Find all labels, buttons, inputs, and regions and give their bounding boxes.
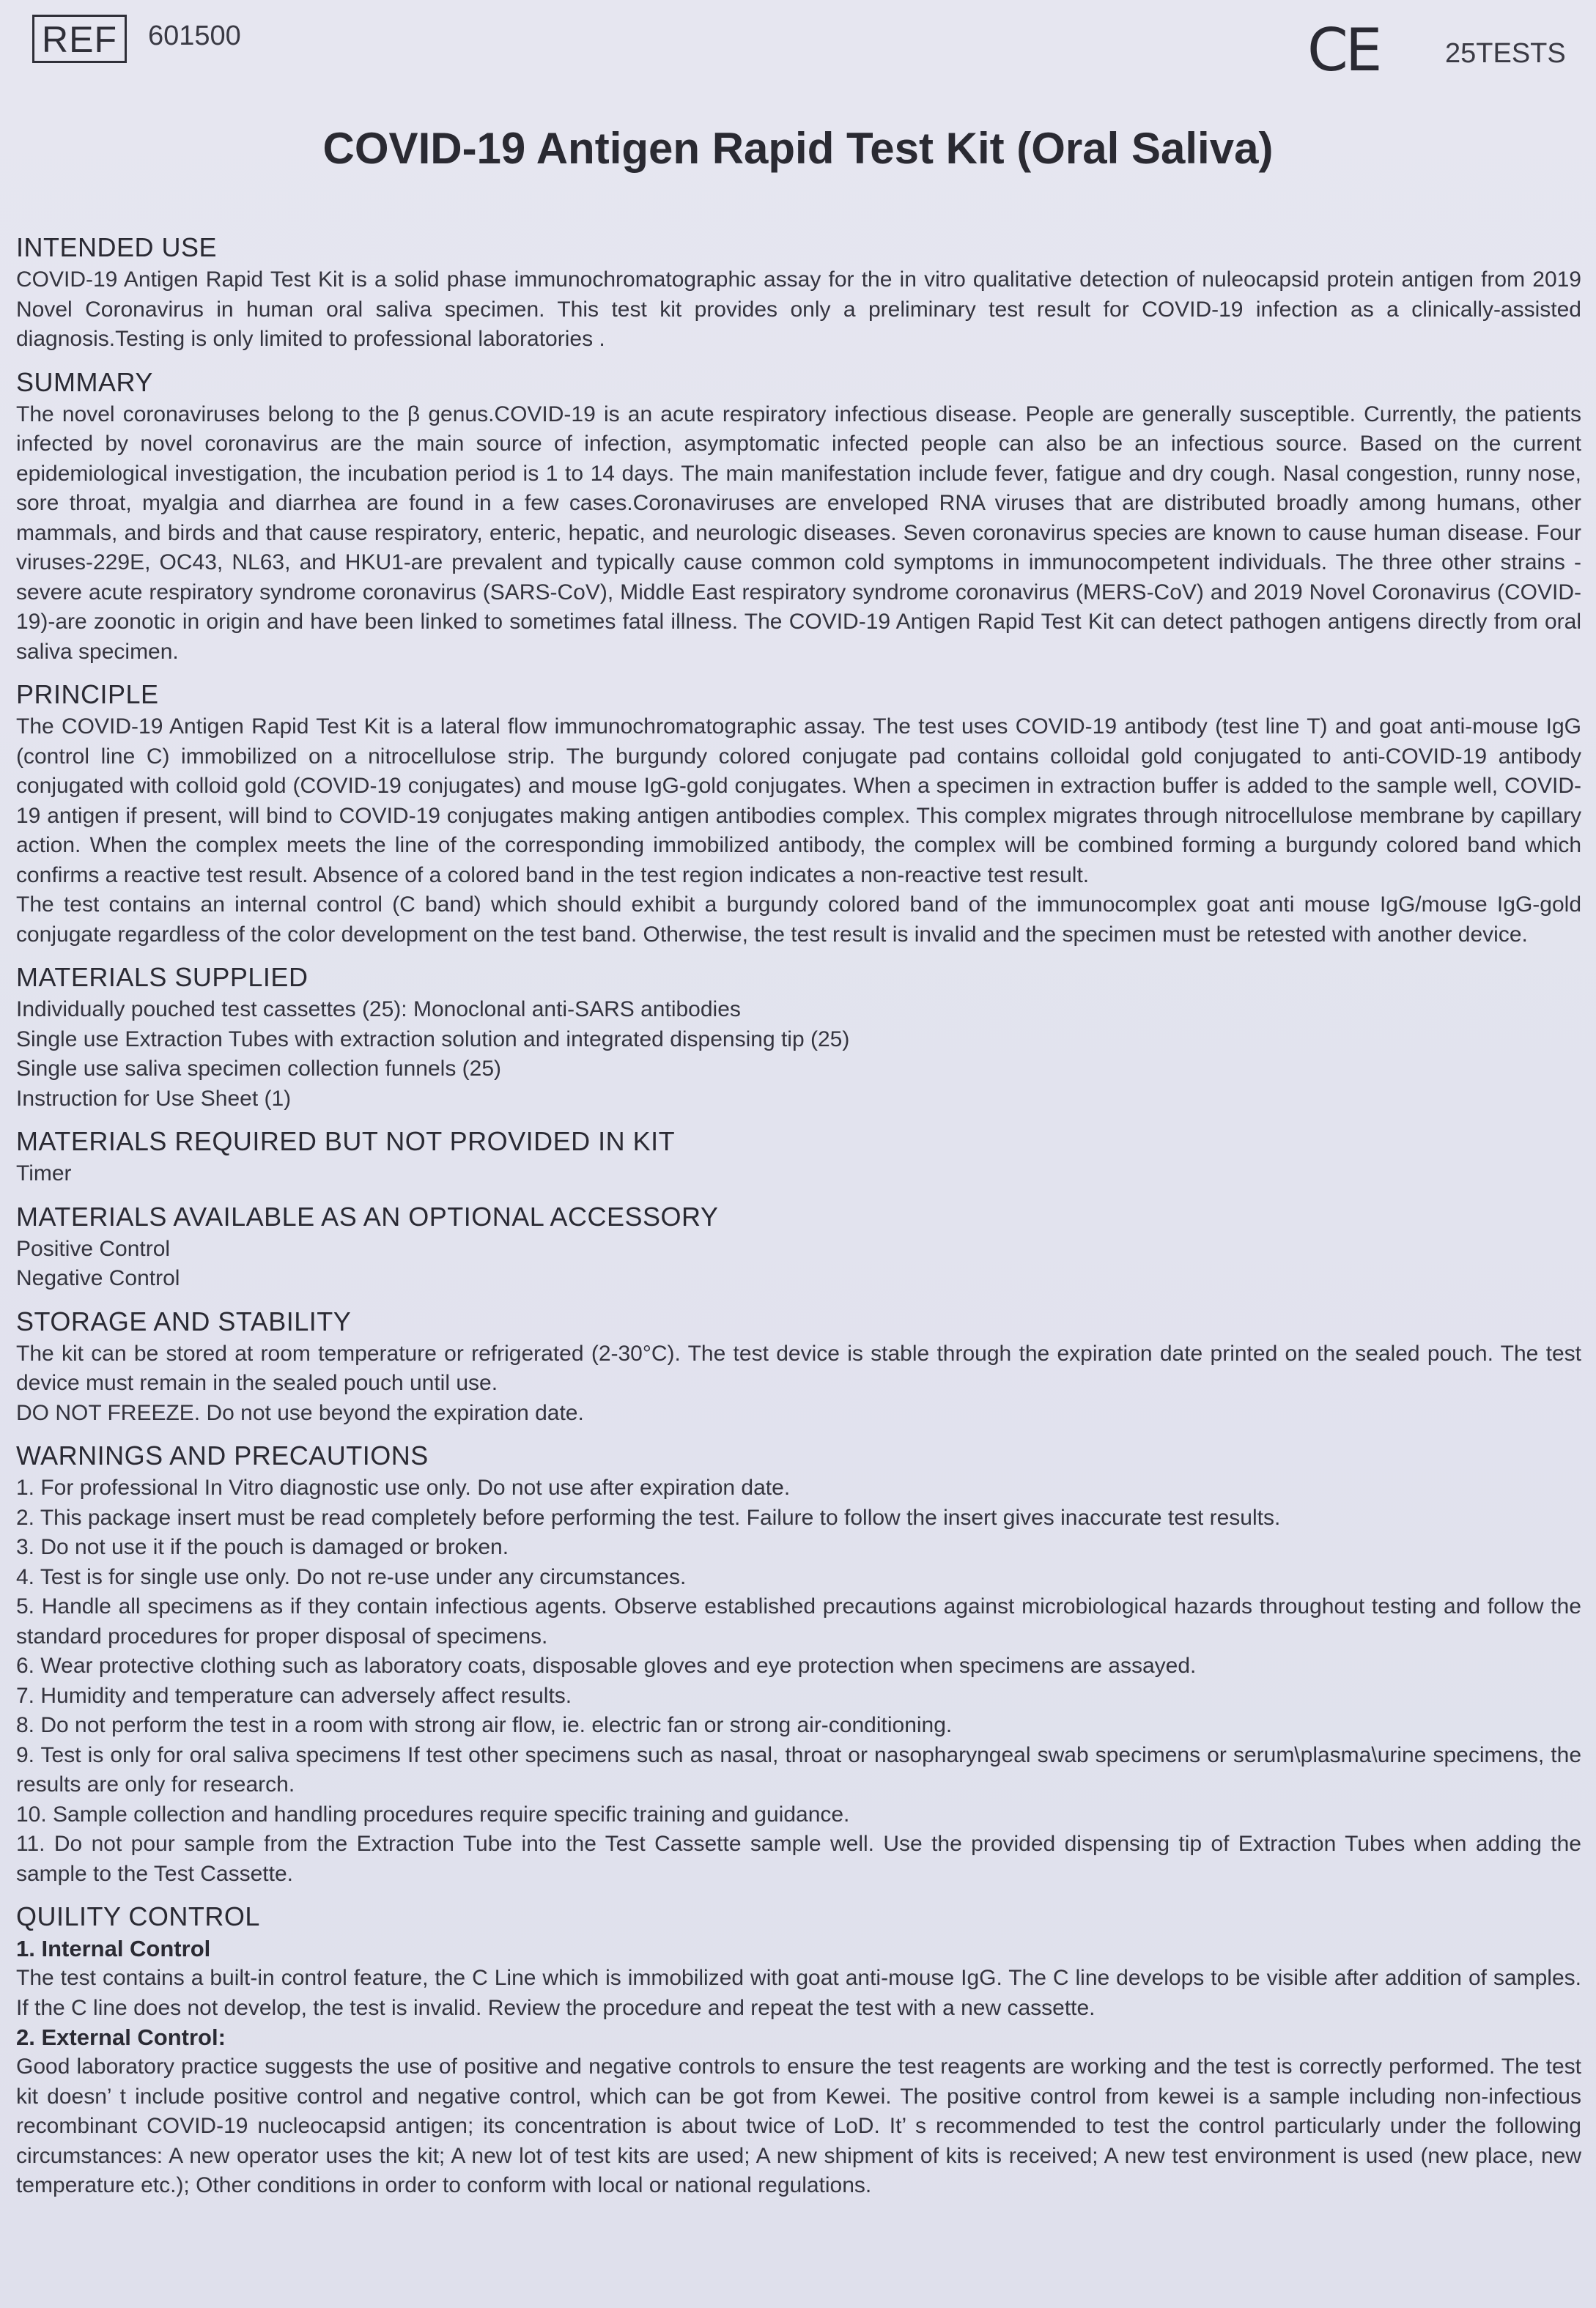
list-item: Individually pouched test cassettes (25): Monoclonal anti-SARS antibodies bbox=[16, 997, 741, 1021]
materials-supplied-heading: MATERIALS SUPPLIED bbox=[16, 962, 309, 992]
warning-item: 1. For professional In Vitro diagnostic use only. Do not use after expiration date. bbox=[16, 1476, 791, 1500]
principle-heading: PRINCIPLE bbox=[16, 679, 159, 709]
intended-use-section bbox=[16, 232, 1581, 355]
warning-item: 11. Do not pour sample from the Extraction Tube into the Test Cassette sample well. Use the provided dispensing tip of Extraction Tubes when adding the sample to the Test Cassette. bbox=[16, 1832, 1581, 1886]
summary-section bbox=[16, 366, 1581, 667]
internal-control-text: The test contains a built-in control feature, the C Line which is immobilized with goat anti-mouse IgG. The C line develops to be visible after addition of samples. If the C line does not develop, the test is invalid. Review the procedure and repeat the test with a new cassette. bbox=[16, 1966, 1581, 2020]
document-title: COVID-19 Antigen Rapid Test Kit (Oral Saliva) bbox=[322, 124, 1274, 173]
internal-control-heading: 1. Internal Control bbox=[16, 1936, 211, 1961]
materials-optional-section bbox=[16, 1201, 1581, 1294]
list-item: Single use saliva specimen collection funnels (25) bbox=[16, 1057, 502, 1081]
warning-item: 7. Humidity and temperature can adversely affect results. bbox=[16, 1683, 572, 1708]
storage-note: DO NOT FREEZE. Do not use beyond the expiration date. bbox=[16, 1400, 584, 1425]
warning-item: 2. This package insert must be read completely before performing the test. Failure to follow the insert gives inaccurate test results. bbox=[16, 1505, 1281, 1530]
summary-heading: SUMMARY bbox=[16, 366, 153, 397]
principle-section bbox=[16, 678, 1581, 950]
intended-use-heading: INTENDED USE bbox=[16, 232, 218, 262]
materials-supplied-section bbox=[16, 961, 1581, 1114]
storage-text: The kit can be stored at room temperature or refrigerated (2-30°C). The test device is stable through the expiration date printed on the sealed pouch. The test device must remain in the sealed pouch until use. bbox=[16, 1341, 1581, 1395]
materials-required-section bbox=[16, 1125, 1581, 1189]
external-control-heading: 2. External Control: bbox=[16, 2024, 226, 2050]
storage-heading: STORAGE AND STABILITY bbox=[16, 1306, 352, 1336]
warning-item: 4. Test is for single use only. Do not re-use under any circumstances. bbox=[16, 1564, 687, 1589]
list-item: Positive Control bbox=[16, 1236, 171, 1261]
list-item: Timer bbox=[16, 1161, 72, 1186]
materials-optional-heading: MATERIALS AVAILABLE AS AN OPTIONAL ACCESSORY bbox=[16, 1201, 719, 1232]
storage-section bbox=[16, 1306, 1581, 1429]
external-control-text: Good laboratory practice suggests the use of positive and negative controls to ensure the test reagents are working and the test is correctly performed. The test kit doesn’ t include positive control and negative control, which can be got from Kewei. The positive control from kewei is a sample including non-infectious recombinant COVID-19 nucleocapsid antigen; its concentration is about twice of LoD. It’ s recommended to test the control particularly under the following circumstances: A new operator uses the kit; A new lot of test kits are used; A new shipment of kits is received; A new test environment is used (new place, new temperature etc.); Other conditions in order to conform with local or national regulations. bbox=[16, 2054, 1581, 2197]
test-count: 25TESTS bbox=[1445, 38, 1566, 69]
warnings-section bbox=[16, 1440, 1581, 1889]
warning-item: 3. Do not use it if the pouch is damaged or broken. bbox=[16, 1535, 509, 1559]
intended-use-text: COVID-19 Antigen Rapid Test Kit is a solid phase immunochromatographic assay for the in vitro qualitative detection of nuleocapsid protein antigen from 2019 Novel Coronavirus in human oral saliva specimen. This test kit provides only a preliminary test result for COVID-19 infection as a clinically-assisted diagnosis.Testing is only limited to professional laboratories . bbox=[16, 267, 1581, 351]
principle-paragraph: The test contains an internal control (C band) which should exhibit a burgundy colored band of the immunocomplex goat anti mouse IgG/mouse IgG-gold conjugate regardless of the color development on the test band. Otherwise, the test result is invalid and the specimen must be retested with another device. bbox=[16, 892, 1581, 947]
ref-label: REF bbox=[32, 15, 127, 63]
document-body bbox=[16, 232, 1581, 2213]
warnings-heading: WARNINGS AND PRECAUTIONS bbox=[16, 1440, 429, 1471]
list-item: Single use Extraction Tubes with extraction solution and integrated dispensing tip (25) bbox=[16, 1027, 850, 1051]
warning-item: 6. Wear protective clothing such as laboratory coats, disposable gloves and eye protection when specimens are assayed. bbox=[16, 1654, 1197, 1678]
list-item: Negative Control bbox=[16, 1266, 180, 1290]
materials-required-heading: MATERIALS REQUIRED BUT NOT PROVIDED IN KIT bbox=[16, 1126, 676, 1156]
ce-mark: CE bbox=[1307, 16, 1380, 84]
summary-text: The novel coronaviruses belong to the β genus.COVID-19 is an acute respiratory infectious disease. People are generally susceptible. Currently, the patients infected by novel coronavirus are the main source of infection, asymptomatic infected people can also be an infectious source. Based on the current epidemiological investigation, the incubation period is 1 to 14 days. The main manifestation include fever, fatigue and dry cough. Nasal congestion, runny nose, sore throat, myalgia and diarrhea are found in a few cases.Coronaviruses are enveloped RNA viruses that are distributed broadly among humans, other mammals, and birds and that cause respiratory, enteric, hepatic, and neurologic diseases. Seven coronavirus species are known to cause human disease. Four viruses-229E, OC43, NL63, and HKU1-are prevalent and typically cause common cold symptoms in immunocompetent individuals. The three other strains - severe acute respiratory syndrome coronavirus (SARS-CoV), Middle East respiratory syndrome coronavirus (MERS-CoV) and 2019 Novel Coronavirus (COVID-19)-are zoonotic in origin and have been linked to sometimes fatal illness. The COVID-19 Antigen Rapid Test Kit can detect pathogen antigens directly from oral saliva specimen. bbox=[16, 402, 1581, 664]
warning-item: 5. Handle all specimens as if they contain infectious agents. Observe established precautions against microbiological hazards throughout testing and follow the standard procedures for proper disposal of specimens. bbox=[16, 1594, 1581, 1649]
quality-control-section bbox=[16, 1901, 1581, 2201]
warning-item: 8. Do not perform the test in a room with strong air flow, ie. electric fan or strong air-conditioning. bbox=[16, 1713, 953, 1737]
quality-control-heading: QUILITY CONTROL bbox=[16, 1901, 260, 1931]
warning-item: 10. Sample collection and handling procedures require specific training and guidance. bbox=[16, 1802, 850, 1827]
list-item: Instruction for Use Sheet (1) bbox=[16, 1086, 292, 1111]
warning-item: 9. Test is only for oral saliva specimens If test other specimens such as nasal, throat or nasopharyngeal swab specimens or serum\plasma\urine specimens, the results are only for research. bbox=[16, 1742, 1581, 1797]
principle-paragraph: The COVID-19 Antigen Rapid Test Kit is a lateral flow immunochromatographic assay. The test uses COVID-19 antibody (test line T) and goat anti-mouse IgG (control line C) immobilized on a nitrocellulose strip. The burgundy colored conjugate pad contains colloidal gold conjugated to anti-COVID-19 antibody conjugated with colloid gold (COVID-19 conjugates) and mouse IgG-gold conjugates. When a specimen in extraction buffer is added to the sample well, COVID-19 antigen if present, will bind to COVID-19 conjugates making antigen antibodies complex. This complex migrates through nitrocellulose membrane by capillary action. When the complex meets the line of the corresponding immobilized antibody, the complex will be combined forming a burgundy colored band which confirms a reactive test result. Absence of a colored band in the test region indicates a non-reactive test result. bbox=[16, 714, 1581, 887]
ref-number: 601500 bbox=[148, 21, 241, 51]
